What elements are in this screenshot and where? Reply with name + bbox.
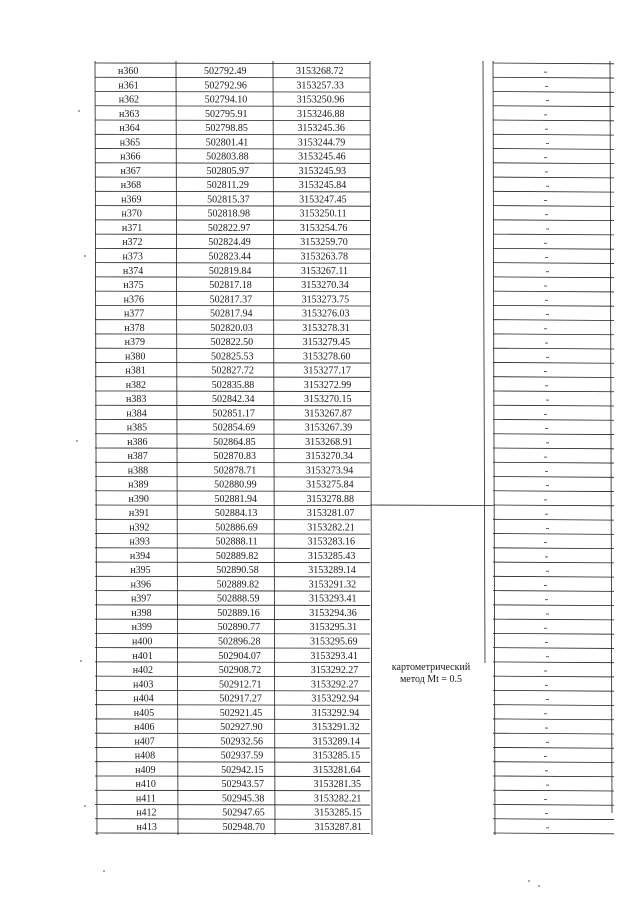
cell-point: н400 [132, 636, 153, 648]
grid-hline [95, 790, 370, 791]
grid-hline [493, 505, 614, 506]
cell-x: 502811.29 [206, 180, 249, 192]
method-note-line1: картометрический [391, 662, 471, 673]
grid-hline [493, 163, 614, 164]
grid-hline [493, 819, 614, 820]
cell-point: н367 [120, 165, 141, 177]
grid-hline [95, 77, 370, 78]
scan-speck [84, 805, 86, 807]
cell-point: н381 [125, 365, 146, 377]
cell-x: 502889.82 [216, 579, 260, 591]
cell-x: 502825.53 [211, 351, 254, 363]
cell-y: 3153267.11 [300, 265, 349, 277]
grid-hline [493, 77, 614, 78]
grid-hline [95, 149, 370, 150]
cell-x: 502823.44 [208, 251, 252, 263]
cell-point: н364 [119, 123, 140, 135]
cell-point: н378 [124, 322, 145, 334]
grid-hline [95, 220, 370, 221]
cell-x: 502904.07 [218, 650, 261, 662]
cell-point: н361 [118, 80, 139, 92]
grid-vline [483, 61, 485, 663]
cell-point: н391 [128, 508, 150, 520]
cell-point: н398 [131, 607, 152, 619]
grid-hline [95, 477, 370, 478]
grid-hline [95, 776, 370, 777]
cell-point: н370 [121, 208, 142, 220]
cell-x: 502878.71 [213, 465, 257, 477]
cell-y: 3153291.32 [312, 722, 360, 734]
grid-hline [95, 305, 370, 306]
cell-x: 502854.69 [212, 422, 256, 434]
cell-y: 3153292.94 [311, 693, 359, 705]
cell-point: н380 [125, 351, 146, 363]
grid-hline [493, 405, 614, 406]
cell-y: 3153244.79 [297, 137, 346, 149]
cell-point: н387 [127, 451, 148, 463]
cell-x: 502870.83 [213, 451, 256, 463]
cell-point: н379 [124, 337, 146, 349]
cell-y: 3153291.32 [308, 579, 357, 591]
cell-y: 3153281.07 [306, 508, 355, 520]
grid-hline [493, 605, 614, 606]
grid-hline [95, 833, 370, 834]
cell-point: н405 [133, 707, 155, 719]
cell-point: н365 [119, 137, 141, 149]
grid-hline [95, 605, 370, 606]
grid-hline [493, 477, 614, 478]
cell-y: 3153278.60 [303, 351, 351, 363]
cell-x: 502889.16 [217, 607, 260, 619]
grid-hline [95, 819, 370, 820]
grid-hline [95, 534, 370, 535]
cell-x: 502896.28 [218, 636, 261, 648]
cell-point: н407 [134, 736, 155, 748]
grid-hline [493, 804, 614, 805]
cell-x: 502805.97 [206, 165, 249, 177]
cell-y: 3153289.14 [312, 736, 360, 748]
grid-hline [493, 633, 614, 634]
cell-x: 502908.72 [218, 665, 262, 677]
grid-hline [95, 733, 370, 734]
scan-speck [76, 440, 78, 442]
cell-point: н376 [123, 294, 144, 306]
cell-point: н362 [118, 94, 140, 106]
cell-y: 3153289.14 [308, 565, 356, 577]
grid-hline [493, 348, 614, 349]
grid-hline [95, 163, 370, 164]
cell-x: 502817.37 [209, 294, 253, 306]
cell-x: 502886.69 [215, 522, 258, 534]
cell-x: 502817.18 [209, 280, 252, 292]
cell-x: 502943.57 [221, 779, 264, 791]
cell-y: 3153270.34 [305, 451, 353, 463]
cell-point: н395 [130, 565, 151, 577]
grid-hline [493, 462, 614, 463]
grid-hline [493, 206, 614, 207]
grid-hline [95, 676, 370, 677]
scan-speck [84, 255, 86, 257]
cell-point: н402 [132, 665, 154, 677]
grid-hline [95, 705, 370, 706]
method-note [372, 662, 490, 686]
cell-y: 3153273.94 [305, 465, 354, 477]
cell-x: 502917.27 [219, 693, 262, 705]
cell-y: 3153277.17 [303, 365, 351, 377]
cell-y: 3153246.88 [297, 108, 345, 120]
cell-point: н360 [118, 66, 139, 78]
cell-point: н410 [135, 779, 156, 791]
cell-point: н368 [120, 180, 142, 192]
cell-y: 3153270.34 [301, 280, 349, 292]
cell-x: 502827.72 [211, 365, 254, 377]
cell-y: 3153287.81 [314, 821, 363, 833]
grid-hline [95, 206, 370, 207]
cell-y: 3153254.76 [299, 222, 348, 234]
cell-point: н401 [132, 650, 153, 662]
grid-hline [493, 790, 614, 791]
cell-x: 502921.45 [219, 707, 263, 719]
grid-hline [493, 676, 614, 677]
cell-y: 3153250.96 [296, 94, 345, 106]
grid-hline [493, 362, 614, 363]
grid-hline [493, 92, 614, 93]
cell-x: 502815.37 [207, 194, 250, 206]
grid-hline [493, 576, 614, 577]
grid-hline [493, 705, 614, 706]
cell-y: 3153285.15 [312, 750, 361, 762]
cell-point: н375 [123, 280, 144, 292]
cell-y: 3153295.31 [309, 622, 358, 634]
cell-y: 3153245.36 [297, 123, 345, 135]
cell-point: н409 [135, 764, 156, 776]
scan-speck [103, 870, 105, 872]
cell-y: 3153282.21 [307, 522, 355, 534]
cell-point: н399 [131, 622, 153, 634]
grid-hline [95, 505, 370, 506]
cell-point: н392 [129, 522, 150, 534]
grid-hline [493, 220, 614, 221]
cell-point: н413 [136, 821, 157, 833]
cell-y: 3153278.88 [306, 493, 354, 505]
cell-y: 3153268.72 [296, 66, 344, 78]
grid-hline [493, 648, 614, 649]
grid-vline [610, 61, 612, 813]
cell-y: 3153259.70 [300, 237, 348, 249]
grid-hline [95, 648, 370, 649]
grid-hline [95, 591, 370, 592]
grid-hline [493, 548, 614, 549]
cell-point: н389 [128, 479, 149, 491]
grid-hline [493, 291, 614, 292]
cell-x: 502818.98 [207, 208, 250, 220]
grid-hline [95, 419, 370, 420]
grid-hline [95, 191, 370, 192]
cell-x: 502822.97 [207, 222, 251, 234]
cell-y: 3153294.36 [309, 607, 357, 619]
grid-hline [493, 134, 614, 135]
grid-hline [493, 519, 614, 520]
grid-hline [493, 149, 614, 150]
grid-hline [95, 448, 370, 449]
cell-point: н374 [122, 265, 144, 277]
grid-hline [95, 462, 370, 463]
grid-hline [370, 505, 493, 506]
grid-hline [493, 320, 614, 321]
cell-x: 502888.59 [216, 593, 260, 605]
grid-hline [493, 263, 614, 264]
grid-hline [493, 120, 614, 121]
grid-hline [493, 662, 614, 663]
grid-hline [493, 177, 614, 178]
scan-speck [80, 660, 82, 662]
grid-hline [95, 747, 370, 748]
grid-hline [493, 334, 614, 335]
cell-x: 502798.85 [205, 123, 248, 135]
cell-x: 502890.58 [216, 565, 259, 577]
cell-point: н363 [119, 108, 140, 120]
grid-hline [95, 804, 370, 805]
grid-hline [95, 248, 370, 249]
grid-hline [95, 690, 370, 691]
grid-hline [493, 833, 614, 834]
cell-x: 502932.56 [220, 736, 263, 748]
grid-vline [370, 61, 372, 835]
grid-hline [95, 291, 370, 292]
cell-point: н383 [126, 394, 147, 406]
cell-y: 3153279.45 [302, 337, 351, 349]
scan-speck [78, 110, 80, 112]
grid-hline [493, 234, 614, 235]
grid-hline [493, 419, 614, 420]
grid-hline [95, 106, 370, 107]
cell-point: н385 [126, 422, 148, 434]
cell-y: 3153285.43 [307, 550, 356, 562]
grid-hline [95, 662, 370, 663]
cell-x: 502820.03 [210, 322, 253, 334]
scan-speck [528, 880, 530, 882]
grid-hline [493, 690, 614, 691]
grid-hline [95, 434, 370, 435]
cell-x: 502864.85 [213, 436, 256, 448]
grid-hline [95, 633, 370, 634]
grid-hline [493, 491, 614, 492]
cell-x: 502842.34 [212, 394, 255, 406]
cell-y: 3153247.45 [299, 194, 347, 206]
cell-y: 3153283.16 [307, 536, 356, 548]
cell-point: н411 [135, 793, 156, 805]
cell-y: 3153267.87 [304, 408, 352, 420]
cell-point: н390 [128, 493, 149, 505]
cell-x: 502792.49 [204, 66, 247, 78]
grid-hline [95, 562, 370, 563]
cell-point: н393 [129, 536, 150, 548]
cell-x: 502794.10 [204, 94, 248, 106]
grid-hline [95, 348, 370, 349]
grid-hline [95, 519, 370, 520]
cell-x: 502942.15 [221, 764, 264, 776]
grid-hline [95, 762, 370, 763]
cell-y: 3153281.35 [313, 779, 361, 791]
cell-y: 3153292.27 [310, 665, 359, 677]
cell-x: 502801.41 [205, 137, 249, 149]
scan-speck [538, 885, 540, 887]
cell-x: 502851.17 [212, 408, 255, 420]
cell-point: н386 [127, 436, 148, 448]
cell-y: 3153267.39 [304, 422, 353, 434]
grid-hline [95, 491, 370, 492]
cell-y: 3153245.46 [298, 151, 346, 163]
grid-hline [95, 320, 370, 321]
cell-y: 3153270.15 [304, 394, 352, 406]
cell-x: 502927.90 [220, 722, 263, 734]
cell-y: 3153275.84 [306, 479, 354, 491]
cell-x: 502945.38 [221, 793, 265, 805]
cell-y: 3153292.94 [311, 707, 360, 719]
grid-hline [95, 548, 370, 549]
cell-x: 502824.49 [208, 237, 251, 249]
grid-hline [493, 619, 614, 620]
cell-y: 3153268.91 [305, 436, 353, 448]
cell-x: 502937.59 [220, 750, 264, 762]
cell-y: 3153273.75 [301, 294, 350, 306]
cell-point: н403 [133, 679, 154, 691]
grid-hline [95, 377, 370, 378]
cell-x: 502888.11 [215, 536, 258, 548]
grid-hline [95, 120, 370, 121]
cell-y: 3153293.41 [308, 593, 357, 605]
cell-y: 3153272.99 [303, 379, 352, 391]
grid-hline [493, 63, 614, 64]
grid-hline [493, 733, 614, 734]
cell-x: 502822.50 [210, 337, 254, 349]
cell-x: 502890.77 [217, 622, 261, 634]
cell-point: н408 [134, 750, 156, 762]
cell-y: 3153245.93 [298, 165, 346, 177]
grid-hline [95, 405, 370, 406]
cell-x: 502889.82 [215, 550, 259, 562]
cell-y: 3153293.41 [310, 650, 358, 662]
grid-hline [95, 234, 370, 235]
cell-y: 3153282.21 [313, 793, 362, 805]
cell-point: н396 [130, 579, 151, 591]
cell-x: 502835.88 [211, 379, 255, 391]
cell-point: н397 [130, 593, 152, 605]
cell-x: 502948.70 [222, 821, 266, 833]
grid-hline [493, 762, 614, 763]
grid-hline [493, 191, 614, 192]
grid-hline [95, 576, 370, 577]
cell-y: 3153295.69 [310, 636, 358, 648]
cell-x: 502912.71 [219, 679, 262, 691]
cell-point: н394 [129, 550, 151, 562]
cell-x: 502803.88 [206, 151, 249, 163]
cell-y: 3153257.33 [296, 80, 344, 92]
grid-hline [493, 719, 614, 720]
grid-hline [95, 63, 370, 64]
grid-hline [95, 277, 370, 278]
cell-x: 502947.65 [222, 807, 265, 819]
grid-hline [493, 747, 614, 748]
grid-hline [493, 377, 614, 378]
cell-x: 502880.99 [214, 479, 257, 491]
cell-y: 3153292.27 [311, 679, 359, 691]
grid-hline [493, 391, 614, 392]
cell-point: н371 [121, 222, 143, 234]
cell-x: 502881.94 [214, 493, 257, 505]
cell-y: 3153281.64 [313, 764, 361, 776]
cell-point: н412 [136, 807, 157, 819]
grid-hline [493, 448, 614, 449]
cell-x: 502795.91 [205, 108, 248, 120]
cell-y: 3153276.03 [301, 308, 350, 320]
cell-point: н369 [121, 194, 142, 206]
grid-hline [95, 334, 370, 335]
grid-hline [493, 776, 614, 777]
cell-point: н382 [125, 379, 147, 391]
cell-point: н384 [126, 408, 147, 420]
cell-point: н377 [123, 308, 145, 320]
cell-x: 502819.84 [208, 265, 252, 277]
grid-hline [95, 177, 370, 178]
grid-hline [95, 362, 370, 363]
cell-x: 502792.96 [204, 80, 247, 92]
grid-hline [493, 591, 614, 592]
grid-hline [493, 277, 614, 278]
cell-y: 3153245.84 [298, 180, 347, 192]
grid-hline [493, 305, 614, 306]
cell-y: 3153250.11 [299, 208, 347, 220]
cell-point: н373 [122, 251, 143, 263]
cell-point: н388 [127, 465, 149, 477]
cell-y: 3153263.78 [300, 251, 349, 263]
cell-point: н406 [134, 722, 155, 734]
cell-point: н372 [122, 237, 143, 249]
grid-hline [493, 534, 614, 535]
cell-x: 502884.13 [214, 508, 258, 520]
grid-hline [95, 619, 370, 620]
grid-hline [493, 248, 614, 249]
grid-hline [95, 391, 370, 392]
grid-hline [95, 263, 370, 264]
grid-hline [95, 92, 370, 93]
grid-hline [95, 134, 370, 135]
grid-hline [95, 719, 370, 720]
grid-hline [493, 106, 614, 107]
cell-point: н366 [120, 151, 141, 163]
cell-y: 3153285.15 [314, 807, 362, 819]
cell-y: 3153278.31 [302, 322, 350, 334]
grid-hline [493, 434, 614, 435]
cell-x: 502817.94 [209, 308, 253, 320]
method-note-line2: метод Mt = 0.5 [399, 674, 463, 685]
cell-point: н404 [133, 693, 154, 705]
grid-hline [493, 562, 614, 563]
